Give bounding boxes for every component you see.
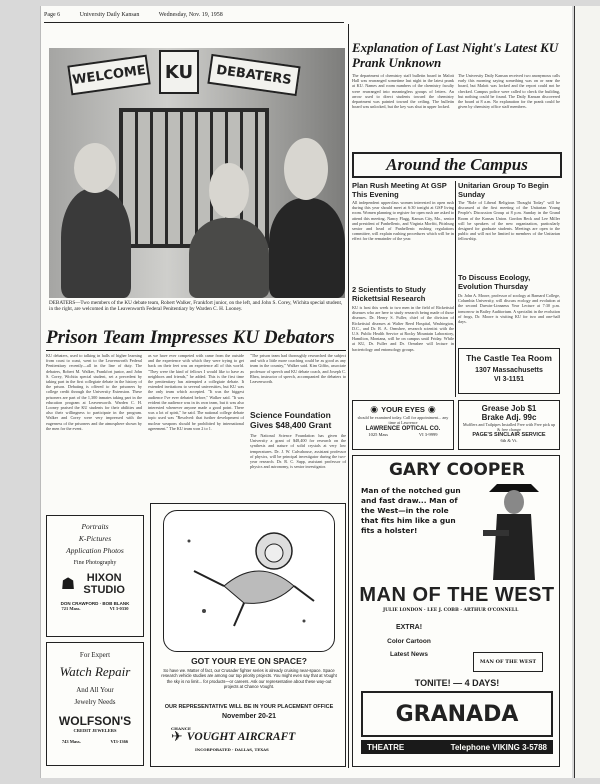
hixon-phone: VI 3-0330 [109,606,129,611]
debaters-photo [49,48,345,298]
eye-icon: ◉ [427,404,436,414]
explanation-col2: The University Daily Kansan received two anonymous calls early this morning saying something was on or near the board, but Malott was locked and the report could not be checked. Campus police were called to check the building, but nothing could be found. The Daily Kansan discovered the board at 8 a.m. No explanation for the prank could be given by chemistry office staff members. [458,73,560,110]
wolfson-line2: And All Your [76,686,114,694]
lead-col2: as we have ever competed with came from the outside and the experience with which they were trying to get back on their feet was an experience all of this world. "They were the kind of fellows I would like to have as neighbors and friends," he added. This is the first time the penitentiary has attempted a collegiate debate. It extended invitations to several universities, but KU was the only team which accepted. "It was the biggest audience I've ever debated before," Walker said. "It was evident the audience was in its own team, but it was also interested whenever anyone made a good point. There was a lot of spirit," he said. The national college debate topic used was "Resolved: that further development of nuclear weapons should be prohibited by international agreement." The KU team won 2 to 1. [148,353,244,431]
scientists-body: KU is host this week to two men in the field of Rickettsial diseases who are here to study research being made of those diseases. Dr. Henry S. Fuller, chief of the division of Rickettsial diseases at Walter Reed Hospital, Washington, D.C., and Dr. R. A. Ormsbee, research scientist with the U.S. Public Health Service at Rocky Mountain Laboratory, Hamilton, Montana, will be on campus until Friday. While at KU, Dr. Fuller and Dr. Ormsbee will lecture in bacteriology and entomology groups. [352,305,454,352]
wolfson-jewelers-ad [46,642,144,766]
hixon-people: DON CRAWFORD · BOB BLANK [60,601,130,606]
hixon-name: HIXON STUDIO [83,572,125,596]
cowboy-icon [471,480,557,584]
rush-headline: Plan Rush Meeting At GSP This Evening [352,181,447,199]
movie-tagline: Man of the notched gun and fast draw... Man of the West—in the role that fits him like a gun fits a holster! [361,486,461,535]
campus-banner [352,152,562,178]
vought-rep: OUR REPRESENTATIVE WILL BE IN YOUR PLACEMENT OFFICE [164,704,334,710]
extra-cartoon: Color Cartoon [387,638,431,645]
science-body: The National Science Foundation has given the University a grant of $48,400 for research on the synthesis and nature of solid crystals at very low temperatures. Dr. J. W. Culvahouse, assistant professor of physics, will be principal investigator during the two-year research. Dr. R. C. Sapp, assistant professor of physics and astronomy, is senior investigator. [250,433,346,470]
page-number: Page 6 [44,12,61,18]
vought-headline: GOT YOUR EYE ON SPACE? [191,656,307,666]
optical-body: should be examined today. Call for appointment... any time at Lawrence [357,415,449,426]
folio-line [44,12,344,22]
explanation-headline: Explanation of Last Night's Latest KU Prank Unknown [352,40,559,70]
adjacent-page-edge [574,6,600,778]
grease-body: Mufflers and Tailpipes Installed Free with Free pick up & free change [462,422,556,433]
photo-caption: DEBATERS—Two members of the KU debate team, Robert Walker, Frankfort junior, on the left, and John S. Corey, Wichita special student, in the right, are welcomed in the Leavenworth Federal Penitentiary by Warden C. H. Looney. [49,300,343,313]
head-warden [74,143,116,193]
vought-company: VOUGHT AIRCRAFT [186,731,296,743]
theatre-phone: Telephone VIKING 3-5788 [450,742,547,752]
optical-name: LAWRENCE OPTICAL CO. [365,426,441,433]
person-corey [269,198,345,298]
castle-title: The Castle Tea Room [466,353,552,363]
hixon-line1: Portraits [81,522,109,531]
lead-col1: KU debaters, used to talking in halls of higher learning from coast to coast, went to the Leavenworth Federal Penitentiary recently—all in the line of duty. The debaters, Robert M. Walker, Frankfort junior, and John S. Corey, Wichita special student, set a precedent by taking part in the first collegiate debate in the history of the prison. Debating is offered to the prisoners by college credit through the University Extension. These prisoners are part of the 1,300 inmates taking part in the education program at Leavenworth. Warden C. H. Looney praised the KU students for their abilities and also their willingness to participate in the program. Walker and Corey were very impressed with the eagerness of the prisoners and the atmosphere shown by the men for the event. [46,353,142,431]
eye-icon: ◉ [370,404,379,414]
grease-address: 6th & Vt. [500,438,518,444]
granada-phone-strip [361,740,553,754]
extra-news: Latest News [390,651,428,658]
wolfson-name: WOLFSON'S [58,714,132,728]
castle-address: 1307 Massachusetts [475,367,543,374]
wolfson-sub: CREDIT JEWELERS [73,728,117,733]
hixon-line4: Fine Photography [73,560,117,566]
granada-movie-ad [352,455,560,767]
extra-label: EXTRA! [395,624,423,631]
person-warden [61,188,131,298]
movie-credits: JULIE LONDON · LEE J. COBB · ARTHUR O'CONNELL [383,608,519,613]
paper-name: University Daily Kansan [79,12,140,18]
head-walker [209,163,249,218]
space-cartoon-frame [163,510,335,652]
person-walker [189,218,269,298]
wolfson-line1: For Expert [79,651,111,659]
issue-date: Wednesday, Nov. 19, 1958 [158,12,223,18]
star-name: GARY COOPER [388,460,526,480]
unitarian-headline: Unitarian Group To Begin Sunday [458,181,549,199]
grease-title: Grease Job $1 [481,404,537,413]
grease-subtitle: Brake Adj. 99c [481,413,537,422]
vought-dates: November 20-21 [221,713,277,720]
vought-body: So have we. Matter of fact, our Crusader fighter series is already cruising near-space. Space research vehicle studies are among our top priority projects. You might even say that at Vought the sky is no limit... for products—or careers. Ask our representative about these way-out projects at Chance Vought. [161,668,337,690]
movie-badge: MAN OF THE WEST [473,652,543,672]
hixon-studio-ad [46,515,144,637]
ecology-headline: To Discuss Ecology, Evolution Thursday [458,273,531,291]
wolfson-phone: VI3-1366 [110,739,129,744]
lead-rule [46,350,346,351]
vought-company-top: CHANCE [171,726,191,731]
column-rule [348,24,349,768]
lead-col3: "The prison team had thoroughly researched the subject and with a little more coaching could be as good as any team in the country," Walker said. Kim Giffin, associate professor of speech and KU debate coach, and Joseph C. Rhea, instructor of speech, accompanied the debaters to Leavenworth. [250,353,346,385]
hixon-line3: Application Photos [66,546,124,555]
theatre-label: THEATRE [367,742,405,752]
wolfson-line3: Jewelry Needs [74,698,116,706]
castle-phone: VI 3-1151 [494,376,524,383]
sign-welcome: WELCOME [67,55,150,96]
welcome-sign [69,50,299,100]
wolfson-title: Watch Repair [59,664,131,679]
optical-address: 1025 Mass [368,432,389,438]
sign-debaters: DEBATERS [207,54,300,96]
science-headline: Science Foundation Gives $48,400 Grant [250,410,332,430]
ecology-body: Dr. John A. Moore, professor of zoology at Barnard College, Columbia University, will discuss ecology and evolution at the second Darwin-Linnaeus Year Lecture at 7:30 p.m. tomorrow in Bailey Auditorium. A specialist in the evolution of frogs, Dr. Moore is visiting KU for two and one-half days. [458,293,560,325]
unitarian-body: The "Role of Liberal Religious Thought Today" will be discussed at the first meeting of the Unitarian Young People's Discussion Group at 8 p.m. Sunday in the Grand Room of the Kansas Union. Gordon Beck and Lee Miller will be speakers of the new organization, particularly designed for graduate students. Meetings are open to the public and will not be limited to members of the Unitarian fellowship. [458,200,560,242]
scientists-headline: 2 Scientists to Study Rickettsial Research [352,285,426,303]
column-rule [455,181,456,397]
vought-company-sub: INCORPORATED · DALLAS, TEXAS [195,747,269,752]
theatre-name: GRANADA [395,702,519,727]
hixon-line2: K-Pictures [78,534,112,543]
camera-person-icon: ☗ [60,576,76,593]
hixon-address: 721 Mass. [61,606,81,611]
rush-body: All independent upperclass women interested in open rush during this year should meet at 6:30 tonight at GSP living room. Women planning to register for open rush are asked to attend this meeting. Nancy Flagg, Kansas City, Mo., senior and president of Panhellenic, and Virginia Morfitt, Pittsburg senior and head of Panhellenic rushing regulations committee, will explain rushing procedures which will be in effect for the remainder of the year. [352,200,454,242]
castle-tea-room-ad [458,348,560,394]
sign-ku: KU [159,50,199,94]
explanation-col1: The department of chemistry staff bulletin board in Malott Hall was rearranged sometime last night in the latest prank at KU. Names and room numbers of the chemistry faculty were rearranged into meaningless groups of letters. An arrow used to direct students toward the chemistry department was painted toward the ceiling. The bulletin board was unlocked, but the key was shut in upper locked. [352,73,454,110]
campus-banner-title: Around the Campus [386,155,528,174]
optical-phone: VI 3-9999 [418,432,438,438]
tonite-label: TONITE! — 4 DAYS! [414,678,500,688]
movie-title: MAN OF THE WEST [359,584,555,606]
vought-wing-icon: ✈ [171,729,183,745]
grease-job-ad [458,400,560,450]
lead-headline: Prison Team Impresses KU Debators [46,327,335,348]
optical-headline: YOUR EYES [381,405,425,414]
vought-aircraft-ad [150,503,346,767]
granada-marquee [361,691,553,737]
optical-ad [352,400,454,450]
wolfson-address: 743 Mass. [61,739,81,744]
grease-name: PAGE'S SINCLAIR SERVICE [472,432,546,439]
folio-rule [44,22,344,23]
astronaut-cartoon-icon [164,511,336,653]
head-corey [284,138,328,200]
